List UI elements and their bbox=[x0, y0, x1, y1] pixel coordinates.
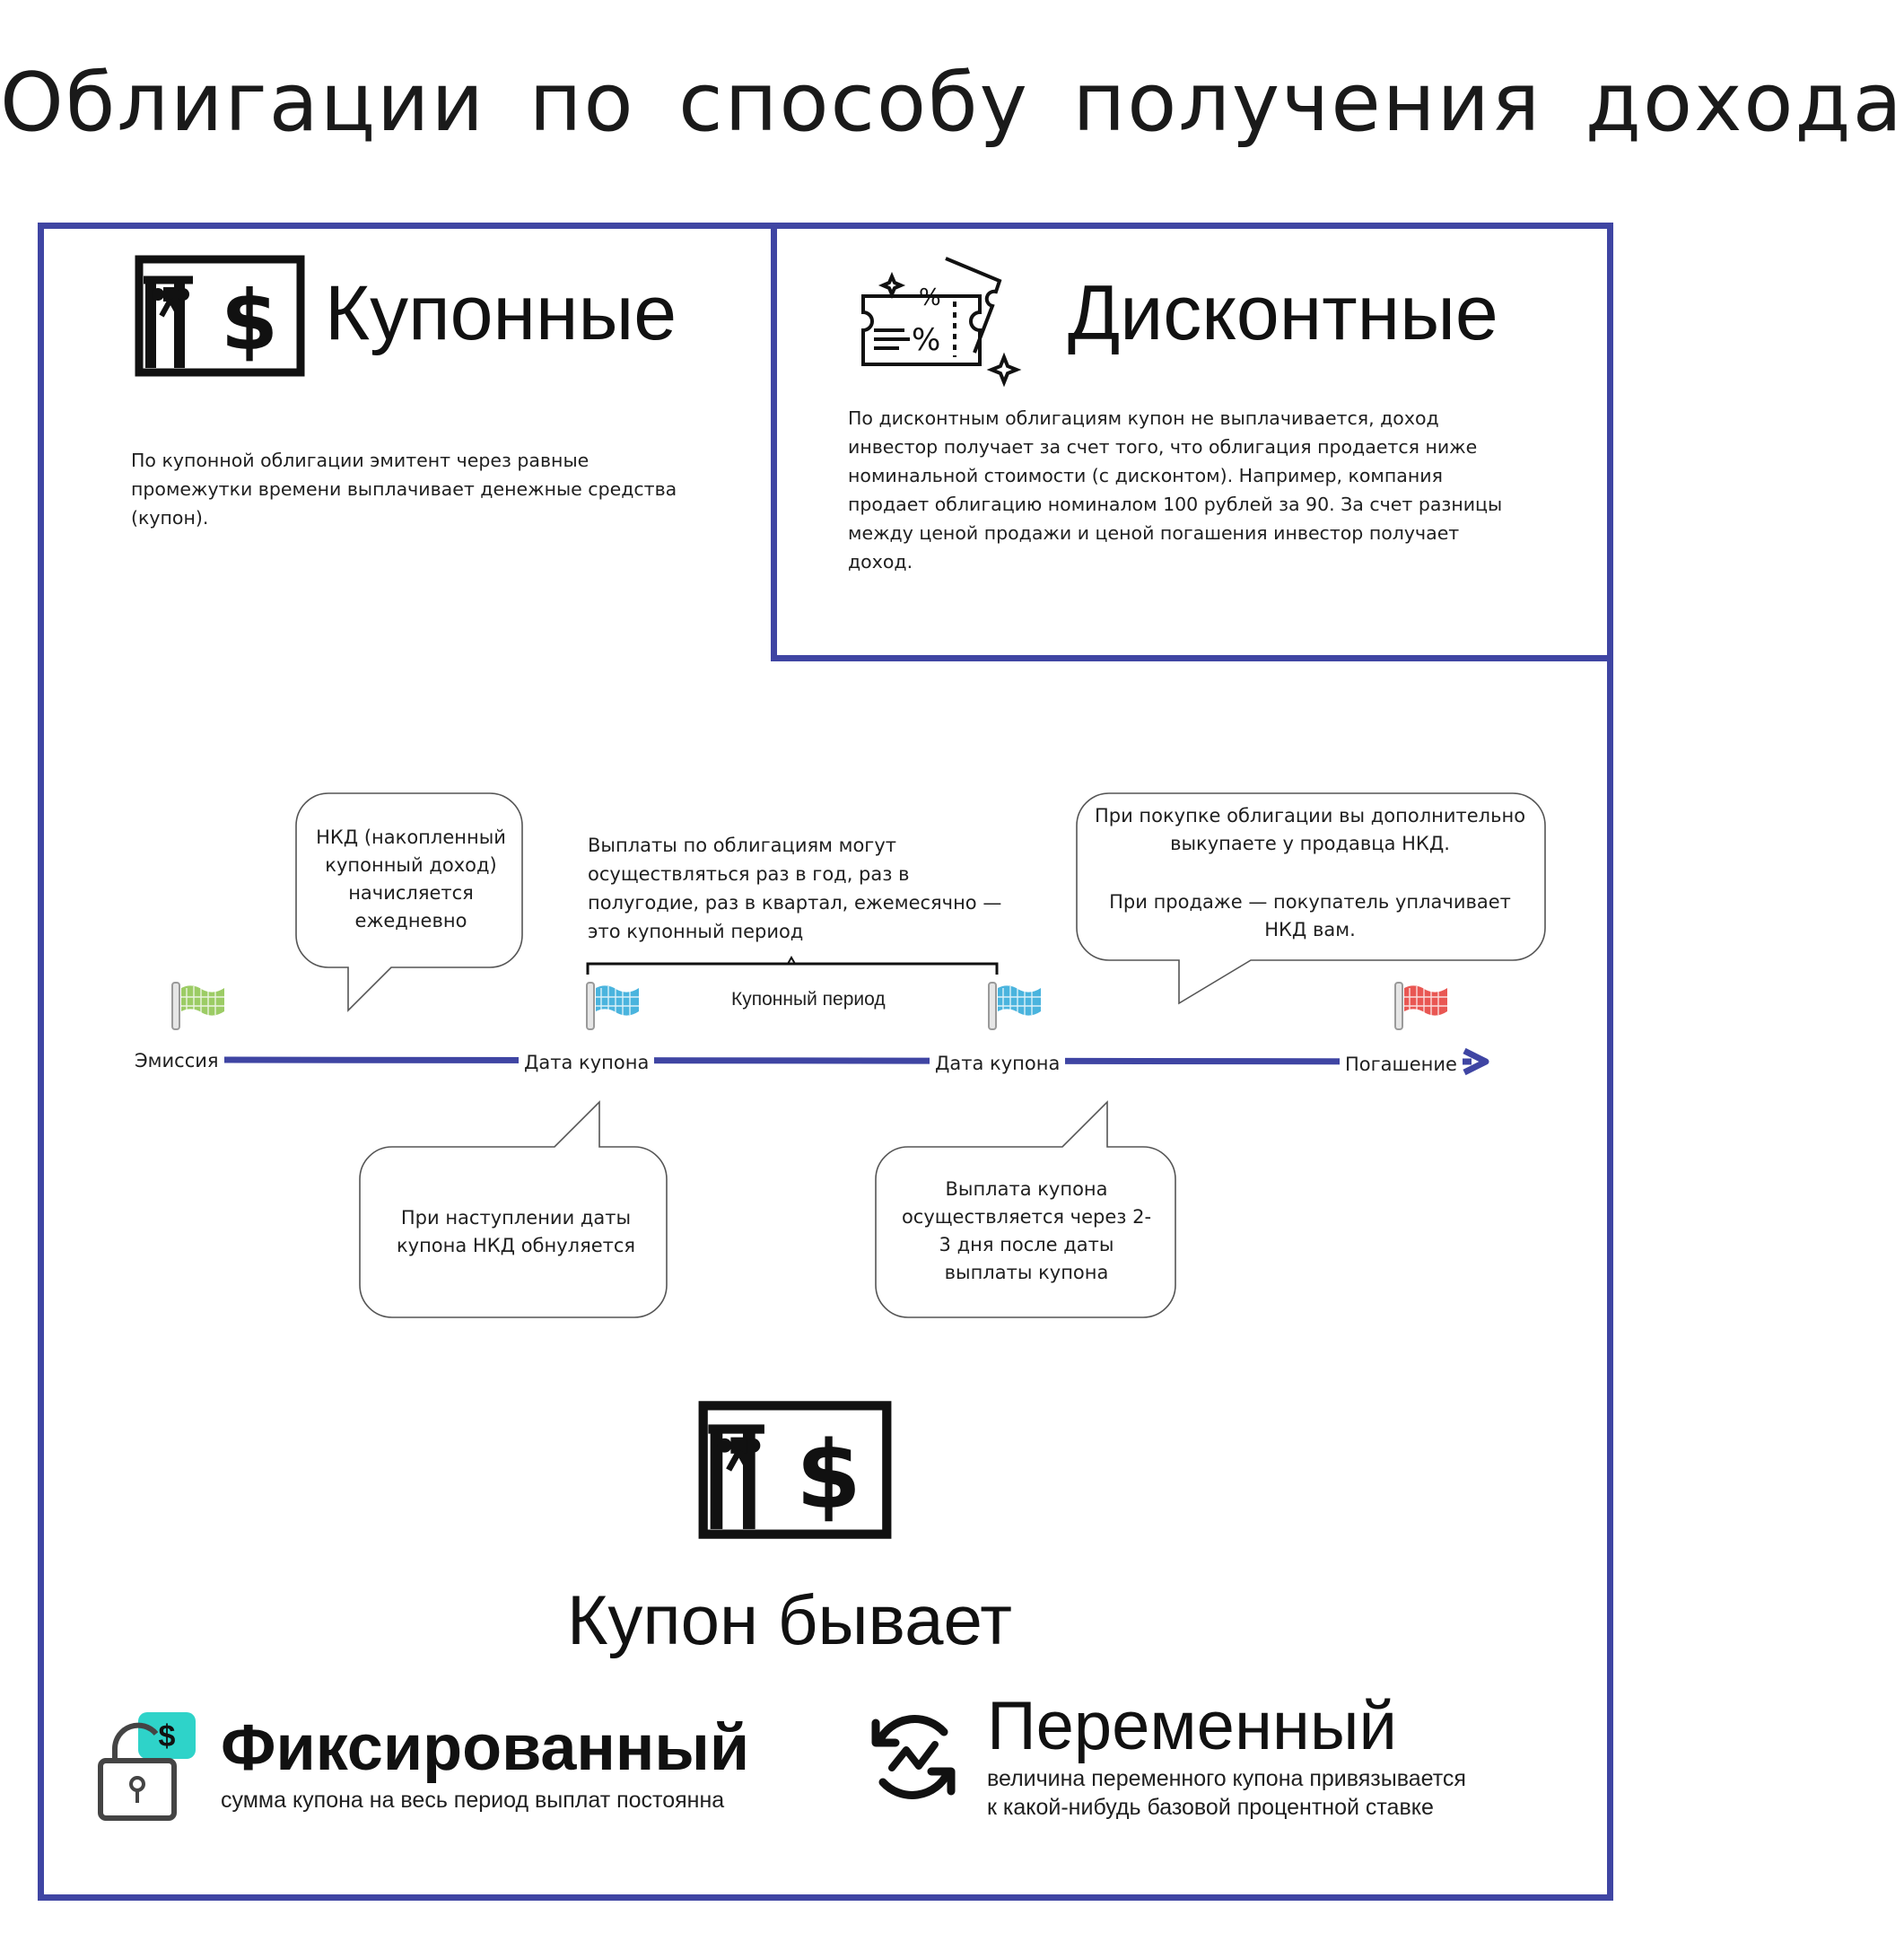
svg-text:%: % bbox=[919, 284, 941, 311]
coupon-period-label: Купонный период bbox=[731, 989, 886, 1010]
bubble-nkd-reset: При наступлении даты купона НКД обнуляется bbox=[396, 1207, 636, 1256]
svg-text:%: % bbox=[912, 322, 941, 358]
timeline-label-maturity: Погашение bbox=[1340, 1052, 1463, 1077]
bubble-nkd-purchase-sell: При продаже — покупатель уплачивает НКД вам. bbox=[1109, 891, 1511, 940]
coupon-heading: Купонные bbox=[325, 270, 677, 356]
discount-heading: Дисконтные bbox=[1068, 270, 1498, 356]
bubble-coupon-payment: Выплата купона осуществляется через 2-3 дня после даты выплаты купона bbox=[901, 1178, 1152, 1283]
cycle-trend-icon bbox=[860, 1703, 967, 1811]
fixed-coupon-description: сумма купона на весь период выплат постоянна bbox=[221, 1788, 725, 1813]
coupon-description: По купонной облигации эмитент через равные промежутки времени выплачивает денежные средства (купон). bbox=[131, 450, 677, 529]
timeline-label-emission: Эмиссия bbox=[129, 1048, 224, 1073]
padlock-dollar-icon bbox=[95, 1709, 203, 1823]
svg-text:$: $ bbox=[220, 273, 279, 369]
svg-text:$: $ bbox=[796, 1421, 861, 1531]
fixed-coupon-title: Фиксированный bbox=[221, 1712, 750, 1784]
coupon-types-heading: Купон бывает bbox=[567, 1580, 1012, 1659]
page-title: Облигации по способу получения дохода bbox=[0, 56, 1904, 150]
timeline-label-coupon-date-1: Дата купона bbox=[519, 1050, 654, 1075]
coupon-period-note: Выплаты по облигациям могут осуществляться раз в год, раз в полугодие, раз в квартал, ежемесячно — это купонный период bbox=[588, 835, 1002, 942]
variable-coupon-description-line-1: величина переменного купона привязывается bbox=[987, 1766, 1466, 1791]
bubble-nkd-purchase-buy: При покупке облигации вы дополнительно выкупаете у продавца НКД. bbox=[1094, 805, 1526, 854]
padlock-badge-dollar: $ bbox=[158, 1719, 176, 1753]
timeline-label-coupon-date-2: Дата купона bbox=[930, 1051, 1065, 1076]
coupon-dollar-icon-large bbox=[698, 1398, 892, 1542]
variable-coupon-description-line-2: к какой-нибудь базовой процентной ставке bbox=[987, 1795, 1434, 1820]
discount-description: По дисконтным облигациям купон не выплачивается, доход инвестор получает за счет того, что облигация продается ниже номинальной стоимости (с дисконтом). Например, компания продает облигацию номиналом 100 рублей за 90. За счет разницы между ценой продажи и ценой погашения инвестор получает доход. bbox=[848, 407, 1503, 573]
variable-coupon-title: Переменный bbox=[987, 1688, 1397, 1764]
bubble-nkd-accrual: НКД (накопленный купонный доход) начисляется ежедневно bbox=[316, 826, 506, 931]
